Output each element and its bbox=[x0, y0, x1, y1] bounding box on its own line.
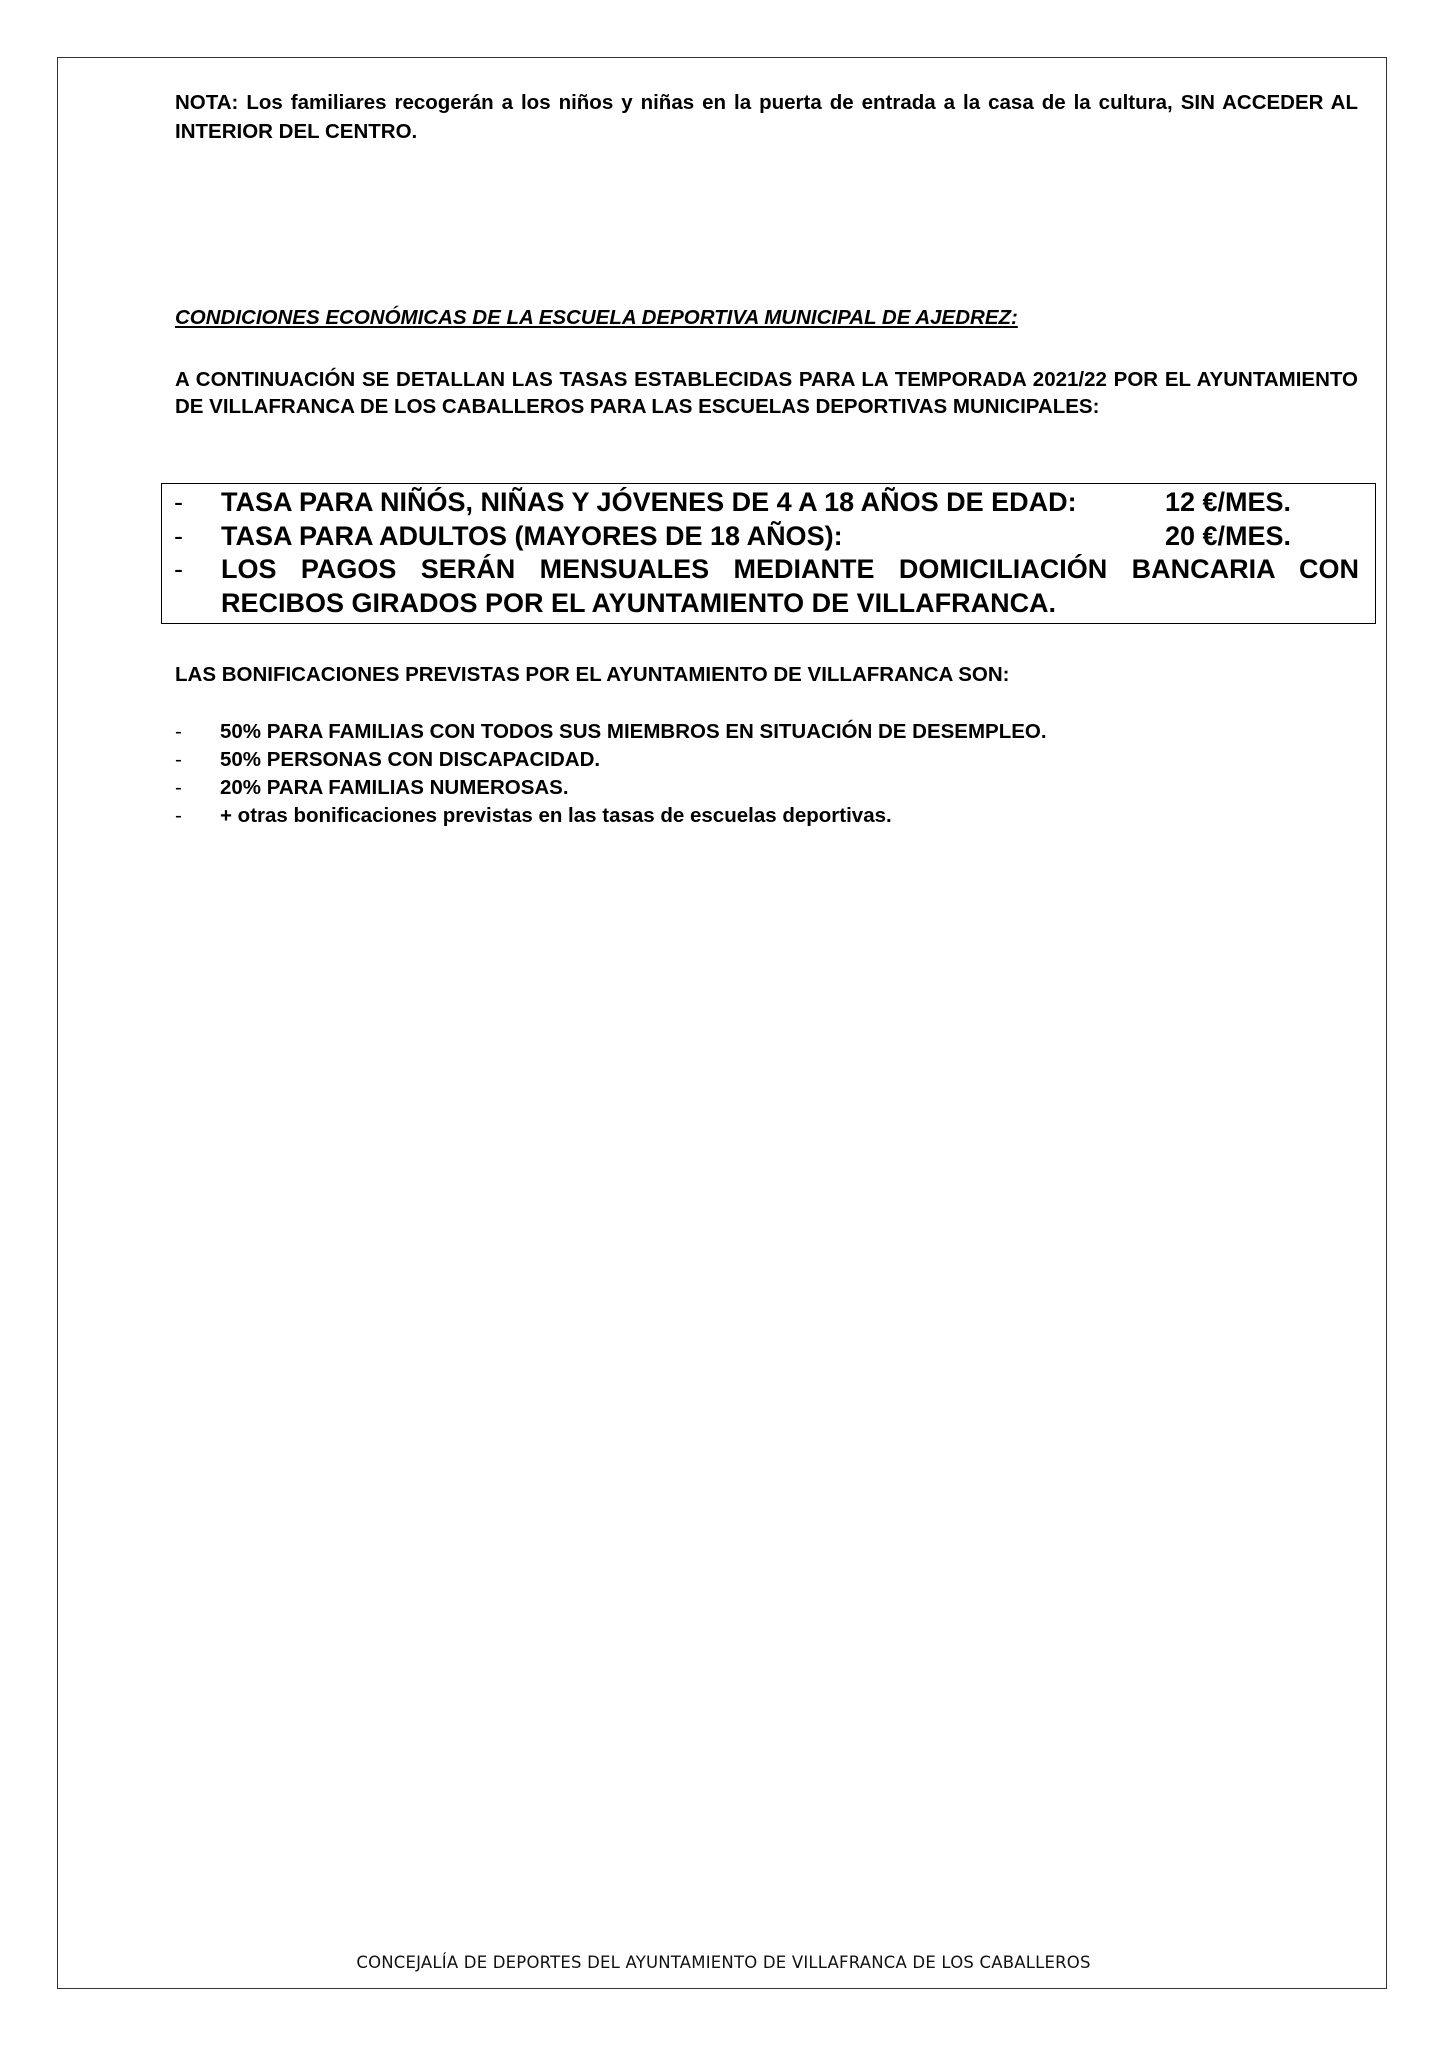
bonus-text: + otras bonificaciones previstas en las tasas de escuelas deportivas. bbox=[220, 804, 892, 827]
fee-label: TASA PARA ADULTOS (MAYORES DE 18 AÑOS): bbox=[221, 520, 843, 551]
list-item bbox=[175, 802, 1358, 830]
list-bullet: - bbox=[175, 776, 182, 799]
fee-item-youth bbox=[174, 486, 1359, 520]
bonus-text: 50% PERSONAS CON DISCAPACIDAD. bbox=[220, 748, 601, 771]
fee-amount: 20 €/MES. bbox=[1164, 520, 1291, 551]
list-bullet: - bbox=[174, 520, 183, 551]
bonuses-title: LAS BONIFICACIONES PREVISTAS POR EL AYUNTAMIENTO DE VILLAFRANCA SON: bbox=[175, 663, 1010, 686]
list-bullet: - bbox=[175, 720, 182, 743]
list-bullet: - bbox=[174, 554, 183, 584]
list-item bbox=[175, 746, 1358, 774]
list-item bbox=[175, 774, 1358, 802]
list-bullet: - bbox=[175, 748, 182, 771]
payment-note: LOS PAGOS SERÁN MENSUALES MEDIANTE DOMICILIACIÓN BANCARIA CON RECIBOS GIRADOS POR EL AYUNTAMIENTO DE VILLAFRANCA. bbox=[221, 554, 1359, 618]
bonuses-list bbox=[175, 718, 1358, 830]
page-border bbox=[57, 57, 1387, 1989]
fees-box bbox=[161, 483, 1376, 624]
list-bullet: - bbox=[175, 804, 182, 827]
fees-list bbox=[174, 486, 1359, 620]
fee-label: TASA PARA NIÑÓS, NIÑAS Y JÓVENES DE 4 A 18 AÑOS DE EDAD: bbox=[221, 487, 1077, 517]
pickup-note: NOTA: Los familiares recogerán a los niños y niñas en la puerta de entrada a la casa de la cultura, SIN ACCEDER AL INTERIOR DEL CENTRO. bbox=[175, 91, 1358, 143]
section-title: CONDICIONES ECONÓMICAS DE LA ESCUELA DEPORTIVA MUNICIPAL DE AJEDREZ: bbox=[175, 306, 1018, 329]
list-bullet: - bbox=[174, 487, 183, 517]
bonus-text: 20% PARA FAMILIAS NUMEROSAS. bbox=[220, 776, 569, 799]
list-item bbox=[175, 718, 1358, 746]
fee-item-adults bbox=[174, 520, 1359, 554]
bonus-text: 50% PARA FAMILIAS CON TODOS SUS MIEMBROS EN SITUACIÓN DE DESEMPLEO. bbox=[220, 720, 1047, 743]
page-footer: CONCEJALÍA DE DEPORTES DEL AYUNTAMIENTO DE VILLAFRANCA DE LOS CABALLEROS bbox=[356, 1953, 1091, 1972]
fee-item-payment bbox=[174, 553, 1359, 620]
fees-intro: A CONTINUACIÓN SE DETALLAN LAS TASAS ESTABLECIDAS PARA LA TEMPORADA 2021/22 POR EL AYUNTAMIENTO DE VILLAFRANCA DE LOS CABALLEROS PARA LAS ESCUELAS DEPORTIVAS MUNICIPALES: bbox=[175, 368, 1358, 418]
fee-amount: 12 €/MES. bbox=[1164, 487, 1291, 517]
